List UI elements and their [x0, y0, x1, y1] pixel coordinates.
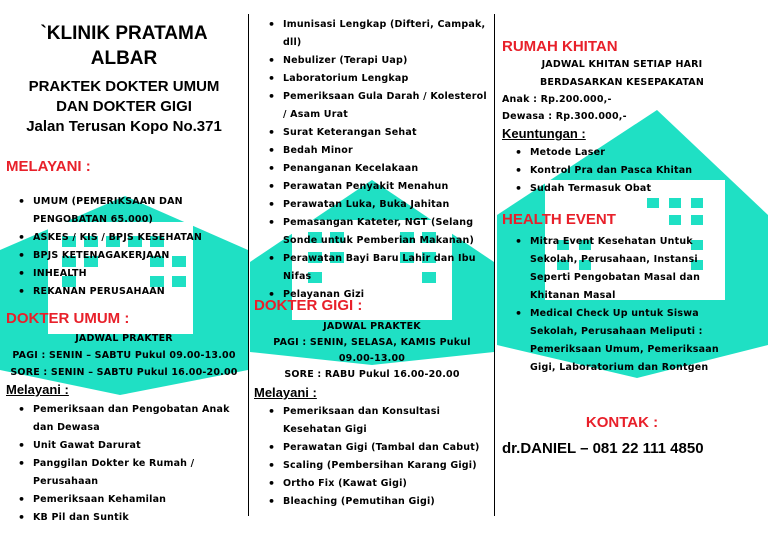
- list-item: • Perawatan Gigi (Tambal dan Cabut): [250, 439, 488, 457]
- middle-panel: [250, 0, 494, 543]
- list-item: • Sudah Termasuk Obat: [497, 180, 757, 198]
- dokter-umum-schedule-title: JADWAL PRAKTER: [75, 333, 173, 344]
- clinic-address: Jalan Terusan Kopo No.371: [26, 118, 222, 135]
- list-item: • REKANAN PERUSAHAAN: [0, 283, 236, 301]
- list-item: • Medical Check Up untuk Siswa Sekolah, Perusahaan Meliputi : Pemeriksaan Umum, Pemeriksaan Gigi, Laboratorium dan Rontgen: [497, 305, 737, 377]
- right-panel: [497, 0, 768, 543]
- list-item: • Pemeriksaan dan Pengobatan Anak dan Dewasa: [0, 401, 240, 437]
- list-item: • Surat Keterangan Sehat: [250, 124, 488, 142]
- dokter-gigi-pagi-line1: PAGI : SENIN, SELASA, KAMIS Pukul: [273, 337, 471, 348]
- list-item: • Bedah Minor: [250, 142, 488, 160]
- list-item: • Perawatan Bayi Baru Lahir dan Ibu Nifas: [250, 250, 488, 286]
- dokter-gigi-sore: SORE : RABU Pukul 16.00-20.00: [284, 369, 460, 380]
- khitan-price-anak: Anak : Rp.200.000,-: [502, 94, 612, 105]
- kontak-heading: KONTAK :: [585, 414, 659, 431]
- dokter-umum-sore: SORE : SENIN – SABTU Pukul 16.00-20.00: [10, 367, 238, 378]
- practice-type-line2: DAN DOKTER GIGI: [56, 98, 192, 115]
- list-item: • Mitra Event Kesehatan Untuk Sekolah, Perusahaan, Instansi Seperti Pengobatan Masal dan Khitanan Masal: [497, 233, 737, 305]
- column-divider: [248, 14, 249, 516]
- list-item: • Ortho Fix (Kawat Gigi): [250, 475, 488, 493]
- left-panel: [0, 0, 248, 543]
- clinic-name-line2: ALBAR: [90, 48, 158, 69]
- dokter-gigi-heading: DOKTER GIGI :: [254, 297, 363, 314]
- list-item: • ASKES / KIS / BPJS KESEHATAN: [0, 229, 236, 247]
- melayani-heading: MELAYANI :: [6, 158, 91, 175]
- list-item: • Pemeriksaan dan Konsultasi Kesehatan Gigi: [250, 403, 488, 439]
- services-continued-list: [250, 16, 488, 304]
- list-item: • Pemasangan Kateter, NGT (Selang Sonde untuk Pemberian Makanan): [250, 214, 488, 250]
- khitan-price-dewasa: Dewasa : Rp.300.000,-: [502, 111, 627, 122]
- dokter-gigi-services: [250, 403, 488, 511]
- dokter-gigi-schedule-title: JADWAL PRAKTEK: [323, 321, 421, 332]
- dokter-umum-heading: DOKTER UMUM :: [6, 310, 130, 327]
- dokter-gigi-pagi-line2: 09.00-13.00: [338, 353, 406, 364]
- khitan-schedule-line2: BERDASARKAN KESEPAKATAN: [539, 77, 704, 88]
- list-item: • Kontrol Pra dan Pasca Khitan: [497, 162, 757, 180]
- health-event-heading: HEALTH EVENT: [502, 211, 616, 228]
- list-item: • Bleaching (Pemutihan Gigi): [250, 493, 488, 511]
- list-item: • Metode Laser: [497, 144, 757, 162]
- list-item: • Imunisasi Lengkap (Difteri, Campak, dll): [250, 16, 488, 52]
- list-item: • UMUM (PEMERIKSAAN DAN PENGOBATAN 65.000): [0, 193, 236, 229]
- list-item: • Perawatan Penyakit Menahun: [250, 178, 488, 196]
- khitan-schedule-line1: JADWAL KHITAN SETIAP HARI: [541, 59, 703, 70]
- list-item: • Scaling (Pembersihan Karang Gigi): [250, 457, 488, 475]
- clinic-name-line1: `KLINIK PRATAMA: [40, 23, 208, 44]
- list-item: • INHEALTH: [0, 265, 236, 283]
- health-event-list: [497, 233, 737, 377]
- list-item: • Unit Gawat Darurat: [0, 437, 240, 455]
- list-item: • Pemeriksaan Kehamilan: [0, 491, 240, 509]
- practice-type-line1: PRAKTEK DOKTER UMUM: [28, 78, 220, 95]
- rumah-khitan-heading: RUMAH KHITAN: [502, 38, 618, 55]
- list-item: • Pemeriksaan Gula Darah / Kolesterol / Asam Urat: [250, 88, 488, 124]
- list-item: • Penanganan Kecelakaan: [250, 160, 488, 178]
- dokter-gigi-services-heading: Melayani :: [254, 385, 317, 400]
- keuntungan-heading: Keuntungan :: [502, 126, 586, 141]
- melayani-list: [0, 193, 236, 301]
- list-item: • Panggilan Dokter ke Rumah / Perusahaan: [0, 455, 240, 491]
- column-divider: [494, 14, 495, 516]
- keuntungan-list: [497, 144, 757, 198]
- list-item: • KB Pil dan Suntik: [0, 509, 240, 527]
- dokter-umum-services: [0, 401, 240, 527]
- list-item: • Laboratorium Lengkap: [250, 70, 488, 88]
- list-item: • Perawatan Luka, Buka Jahitan: [250, 196, 488, 214]
- list-item: • BPJS KETENAGAKERJAAN: [0, 247, 236, 265]
- list-item: • Nebulizer (Terapi Uap): [250, 52, 488, 70]
- list-item: • Pelayanan Gizi: [250, 286, 488, 304]
- dokter-umum-services-heading: Melayani :: [6, 382, 69, 397]
- dokter-umum-pagi: PAGI : SENIN – SABTU Pukul 09.00-13.00: [12, 350, 236, 361]
- kontak-phone: dr.DANIEL – 081 22 111 4850: [502, 440, 704, 457]
